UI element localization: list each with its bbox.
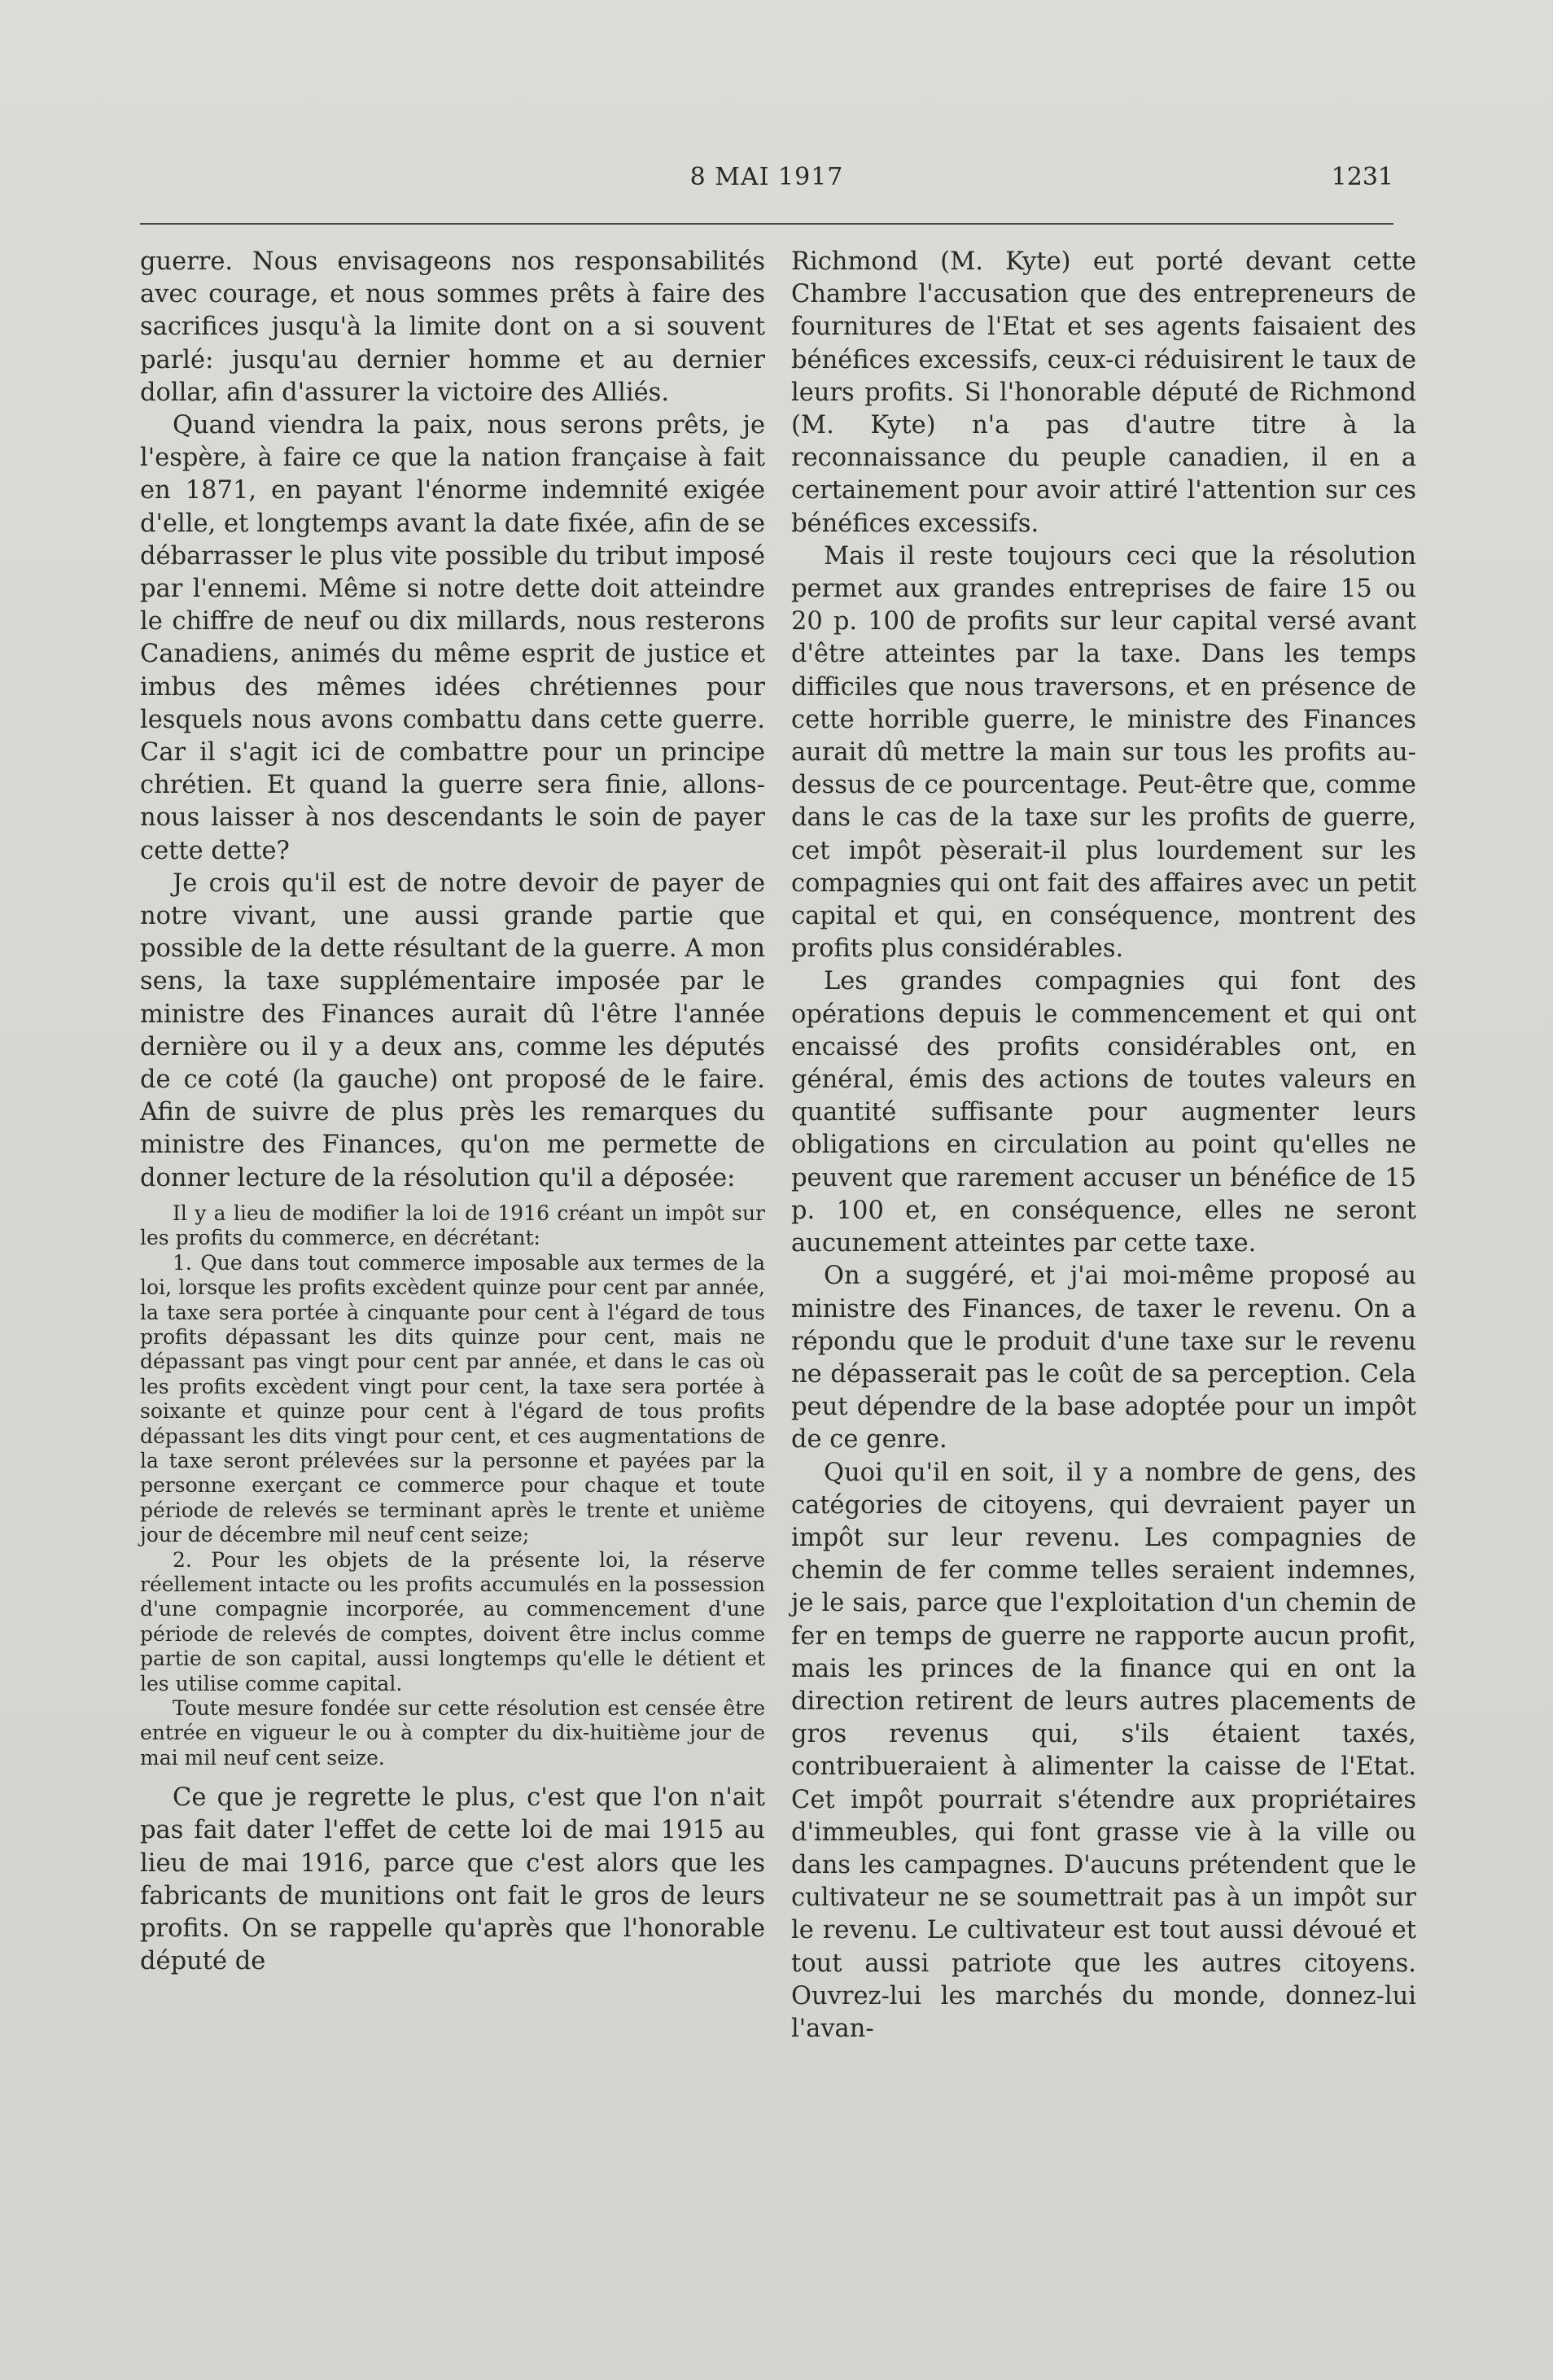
paragraph: Richmond (M. Kyte) eut porté devant cette Chambre l'accusation que des entrepreneurs de fournitures de l'Etat et ses agents faisaient des bénéfices excessifs, ceux-ci réduisirent le taux de leurs profits. Si l'honorable député de Richmond (M. Kyte) n'a pas d'autre titre à la reconnaissance du peuple canadien, il en a certainement pour avoir attiré l'attention sur ces bénéfices excessifs. bbox=[791, 247, 1416, 538]
paragraph: Quand viendra la paix, nous serons prêts, je l'espère, à faire ce que la nation française à fait en 1871, en payant l'énorme indemnité exigée d'elle, et longtemps avant la date fixée, afin de se débarrasser le plus vite possible du tribut imposé par l'ennemi. Même si notre dette doit atteindre le chiffre de neuf ou dix millards, nous resterons Canadiens, animés du même esprit de justice et imbus des mêmes idées chrétiennes pour lesquels nous avons combattu dans cette guerre. Car il s'agit ici de combattre pour un principe chrétien. Et quand la guerre sera finie, allons-nous laisser à nos descendants le soin de payer cette dette? bbox=[140, 411, 765, 865]
paragraph: Quoi qu'il en soit, il y a nombre de gens, des catégories de citoyens, qui devraient payer un impôt sur leur revenu. Les compagnies de chemin de fer comme telles seraient indemnes, je le sais, parce que l'exploitation d'un chemin de fer en temps de guerre ne rapporte aucun profit, mais les princes de la finance qui en ont la direction retirent de leurs autres placements de gros revenus qui, s'ils étaient taxés, contribueraient à alimenter la caisse de l'Etat. Cet impôt pourrait s'étendre aux propriétaires d'immeubles, qui font grasse vie à la ville ou dans les campagnes. D'aucuns prétendent que le cultivateur ne se soumettrait pas à un impôt sur le revenu. Le cultivateur est tout aussi dévoué et tout aussi patriote que les autres citoyens. Ouvrez-lui les marchés du monde, donnez-lui l'avan- bbox=[791, 1458, 1416, 2043]
header-rule bbox=[140, 223, 1393, 225]
quote-closing: Toute mesure fondée sur cette résolution est censée être entrée en vigueur le ou à compter du dix-huitième jour de mai mil neuf cent seize. bbox=[140, 1696, 765, 1770]
paragraph: On a suggéré, et j'ai moi-même proposé au ministre des Finances, de taxer le revenu. On a répondu que le produit d'une taxe sur le revenu ne dépasserait pas le coût de sa perception. Cela peut dépendre de la base adoptée pour un impôt de ce genre. bbox=[791, 1262, 1416, 1455]
paragraph: Mais il reste toujours ceci que la résolution permet aux grandes entreprises de faire 15 ou 20 p. 100 de profits sur leur capital versé avant d'être atteintes par la taxe. Dans les temps difficiles que nous traversons, et en présence de cette horrible guerre, le ministre des Finances aurait dû mettre la main sur tous les profits au-dessus de ce pourcentage. Peut-être que, comme dans le cas de la taxe sur les profits de guerre, cet impôt pèserait-il plus lourdement sur les compagnies qui ont fait des affaires avec un petit capital et qui, en conséquence, montrent des profits plus considérables. bbox=[791, 541, 1416, 964]
resolution-quote bbox=[140, 1201, 765, 1770]
left-column bbox=[140, 246, 765, 1978]
paragraph: Je crois qu'il est de notre devoir de payer de notre vivant, une aussi grande partie que possible de la dette résultant de la guerre. A mon sens, la taxe supplémentaire imposée par le ministre des Finances aurait dû l'être l'année dernière ou il y a deux ans, comme les députés de ce coté (la gauche) ont proposé de le faire. Afin de suivre de plus près les remarques du ministre des Finances, qu'on me permette de donner lecture de la résolution qu'il a déposée: bbox=[140, 868, 765, 1192]
right-column bbox=[791, 246, 1416, 2045]
page-header bbox=[140, 163, 1393, 212]
paragraph: Ce que je regrette le plus, c'est que l'on n'ait pas fait dater l'effet de cette loi de mai 1915 au lieu de mai 1916, parce que c'est alors que les fabricants de munitions ont fait le gros de leurs profits. On se rappelle qu'après que l'honorable député de bbox=[140, 1783, 765, 1976]
quote-clause-1: 1. Que dans tout commerce imposable aux termes de la loi, lorsque les profits excèdent quinze pour cent par année, la taxe sera portée à cinquante pour cent à l'égard de tous profits dépassant les dits quinze pour cent, mais ne dépassant pas vingt pour cent par année, et dans le cas où les profits excèdent vingt pour cent, la taxe sera portée à soixante et quinze pour cent à l'égard de tous profits dépassant les dits vingt pour cent, et ces augmentations de la taxe seront prélevées sur la personne et payées par la personne exerçant ce commerce pour chaque et toute période de relevés se terminant après le trente et unième jour de décembre mil neuf cent seize; bbox=[140, 1250, 765, 1547]
paragraph: Les grandes compagnies qui font des opérations depuis le commencement et qui ont encaissé des profits considérables ont, en général, émis des actions de toutes valeurs en quantité suffisante pour augmenter leurs obligations en circulation au point qu'elles ne peuvent que rarement accuser un bénéfice de 15 p. 100 et, en conséquence, elles ne seront aucunement atteintes par cette taxe. bbox=[791, 967, 1416, 1258]
header-date: 8 MAI 1917 bbox=[689, 163, 844, 191]
quote-intro: Il y a lieu de modifier la loi de 1916 créant un impôt sur les profits du commerce, en décrétant: bbox=[140, 1201, 765, 1250]
paragraph: guerre. Nous envisageons nos responsabilités avec courage, et nous sommes prêts à faire des sacrifices jusqu'à la limite dont on a si souvent parlé: jusqu'au dernier homme et au dernier dollar, afin d'assurer la victoire des Alliés. bbox=[140, 247, 765, 407]
page-number: 1231 bbox=[1331, 163, 1393, 191]
quote-clause-2: 2. Pour les objets de la présente loi, la réserve réellement intacte ou les profits accumulés en la possession d'une compagnie incorporée, au commencement d'une période de relevés de comptes, doivent être inclus comme partie de son capital, aussi longtemps qu'elle le détient et les utilise comme capital. bbox=[140, 1547, 765, 1695]
